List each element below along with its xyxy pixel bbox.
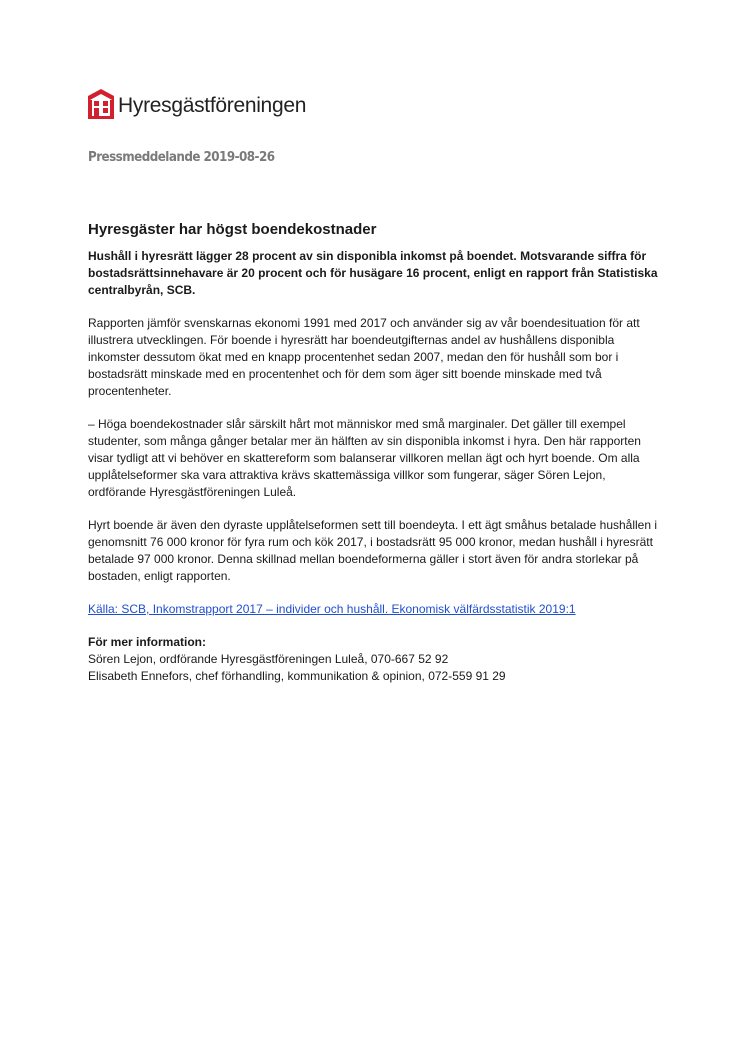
- contact-line: Elisabeth Ennefors, chef förhandling, kommunikation & opinion, 072-559 91 29: [88, 669, 506, 683]
- article-paragraph: – Höga boendekostnader slår särskilt hårt mot människor med små marginaler. Det gäller till exempel studenter, som många gånger betalar mer än hälften av sin disponibla inkomst i hyra. Den här rapporten visar tydligt att vi behöver en skattereform som balanserar villkoren mellan ägt och hyrt boende. Om alla upplåtelseformer ska vara attraktiva krävs skattemässiga villkor som fungerar, säger Sören Lejon, ordförande Hyresgästföreningen Luleå.: [88, 417, 641, 499]
- article-headline: Hyresgäster har högst boendekostnader: [88, 221, 377, 238]
- article-body: [88, 220, 658, 685]
- press-release-date: Pressmeddelande 2019-08-26: [88, 150, 275, 165]
- source-link[interactable]: Källa: SCB, Inkomstrapport 2017 – individer och hushåll. Ekonomisk välfärdsstatistik 2019:1: [88, 602, 576, 616]
- article-lead: Hushåll i hyresrätt lägger 28 procent av sin disponibla inkomst på boendet. Motsvarande siffra för bostadsrättsinnehavare är 20 procent och för husägare 16 procent, enligt en rapport från Statistiska centralbyrån, SCB.: [88, 249, 658, 297]
- article-paragraph: Hyrt boende är även den dyraste upplåtelseformen sett till boendeyta. I ett ägt småhus betalade hushållen i genomsnitt 76 000 kronor för fyra rum och kök 2017, i bostadsrätt 95 000 kronor, medan hushåll i hyresrätt betalade 97 000 kronor. Denna skillnad mellan boendeformerna gäller i stort även för andra storlekar på bostaden, enligt rapporten.: [88, 518, 658, 583]
- article-paragraph: Rapporten jämför svenskarnas ekonomi 1991 med 2017 och använder sig av vår boendesituation för att illustrera utvecklingen. För boende i hyresrätt har boendeutgifternas andel av hushållens disponibla inkomster dessutom ökat med en knapp procentenhet sedan 2007, medan den för hushåll som bor i bostadsrätt minskade med en procentenhet och för dem som äger sitt boende minskade med två procentenheter.: [88, 316, 640, 398]
- contact-line: Sören Lejon, ordförande Hyresgästföreningen Luleå, 070-667 52 92: [88, 652, 449, 666]
- org-logo: [88, 89, 306, 119]
- org-name: Hyresgästföreningen: [118, 93, 307, 117]
- house-logo-icon: [88, 89, 114, 119]
- contact-heading: För mer information:: [88, 635, 207, 649]
